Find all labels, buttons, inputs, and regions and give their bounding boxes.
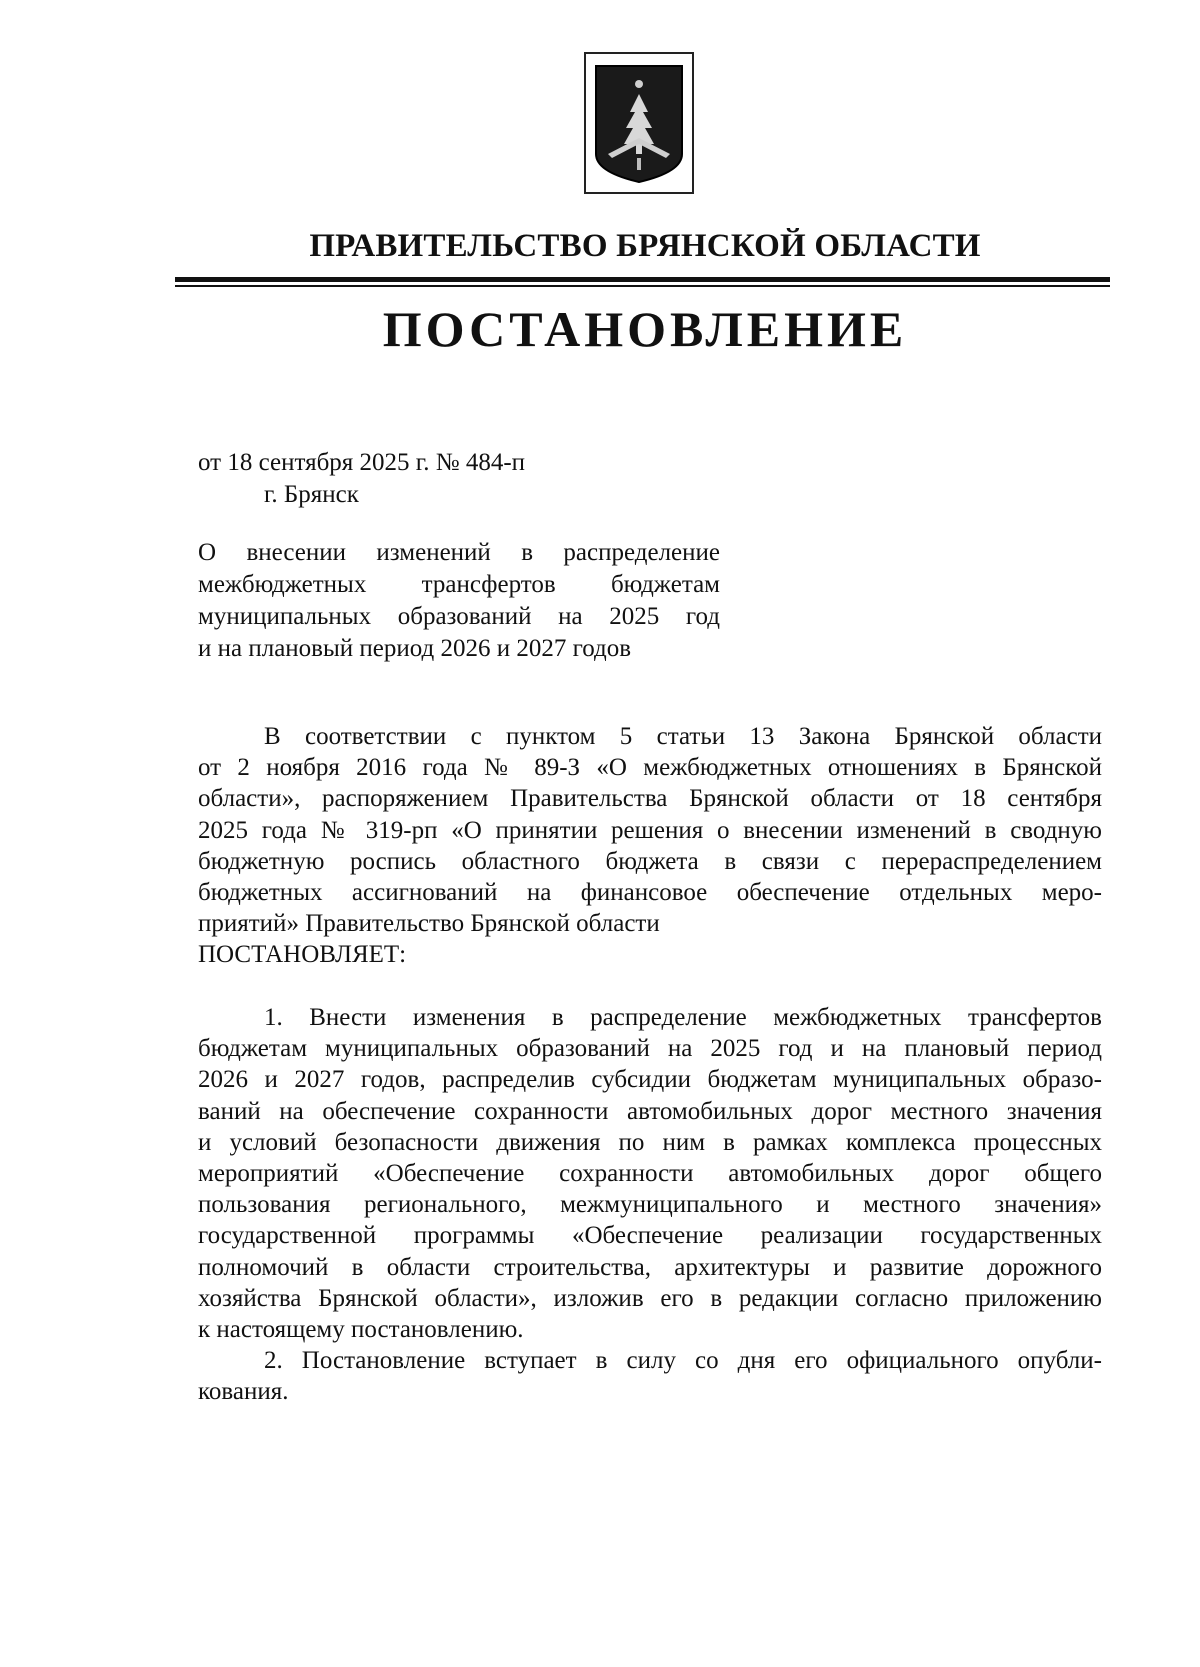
paragraph-line: 1. Внести изменения в распределение межбюджетных трансфертов <box>264 1004 1102 1031</box>
preamble-paragraph <box>198 721 1102 971</box>
clause-1 <box>198 1002 1102 1345</box>
paragraph-line: 2. Постановление вступает в силу со дня его официального опубли- <box>264 1347 1102 1374</box>
subject-line: О внесении изменений в распределение <box>198 539 720 566</box>
date-and-number: от 18 сентября 2025 г. № 484-п <box>198 449 526 476</box>
paragraph-line: приятий» Правительство Брянской области <box>198 910 660 938</box>
subject-line: межбюджетных трансфертов бюджетам <box>198 571 720 598</box>
resolves-word: ПОСТАНОВЛЯЕТ: <box>198 941 407 969</box>
paragraph-line: государственной программы «Обеспечение реализации государственных <box>198 1222 1102 1250</box>
paragraph-line: кования. <box>198 1378 289 1406</box>
paragraph-line: хозяйства Брянской области», изложив его в редакции согласно приложению <box>198 1284 1102 1312</box>
paragraph-line: и условий безопасности движения по ним в рамках комплекса процессных <box>198 1128 1102 1156</box>
header-rule-thin <box>175 285 1110 287</box>
header-rule-thick <box>175 277 1110 282</box>
paragraph-line: пользования регионального, межмуниципального и местного значения» <box>198 1191 1102 1219</box>
paragraph-line: области», распоряжением Правительства Брянской области от 18 сентября <box>198 785 1102 813</box>
clause-2 <box>198 1345 1102 1407</box>
coat-of-arms-icon <box>586 54 692 192</box>
paragraph-line: ваний на обеспечение сохранности автомобильных дорог местного значения <box>198 1097 1102 1125</box>
document-type-title: ПОСТАНОВЛЕНИЕ <box>382 301 908 357</box>
issuing-authority: ПРАВИТЕЛЬСТВО БРЯНСКОЙ ОБЛАСТИ <box>309 228 981 264</box>
coat-of-arms-emblem <box>584 52 694 194</box>
paragraph-line: от 2 ноября 2016 года № 89-З «О межбюджетных отношениях в Брянской <box>198 754 1102 782</box>
paragraph-line: 2025 года № 319-рп «О принятии решения о внесении изменений в сводную <box>198 816 1102 844</box>
document-subject <box>198 537 720 665</box>
subject-line: муниципальных образований на 2025 год <box>198 603 720 630</box>
paragraph-line: бюджетных ассигнований на финансовое обеспечение отдельных меро- <box>198 878 1102 906</box>
subject-line: и на плановый период 2026 и 2027 годов <box>198 635 632 662</box>
paragraph-line: В соответствии с пунктом 5 статьи 13 Закона Брянской области <box>264 723 1102 750</box>
paragraph-line: полномочий в области строительства, архитектуры и развитие дорожного <box>198 1253 1102 1281</box>
paragraph-line: бюджетам муниципальных образований на 2025 год и на плановый период <box>198 1035 1102 1063</box>
paragraph-line: мероприятий «Обеспечение сохранности автомобильных дорог общего <box>198 1159 1102 1187</box>
paragraph-line: бюджетную роспись областного бюджета в связи с перераспределением <box>198 847 1102 875</box>
city: г. Брянск <box>264 481 359 508</box>
paragraph-line: 2026 и 2027 годов, распределив субсидии бюджетам муниципальных образо- <box>198 1066 1102 1094</box>
paragraph-line: к настоящему постановлению. <box>198 1315 524 1343</box>
